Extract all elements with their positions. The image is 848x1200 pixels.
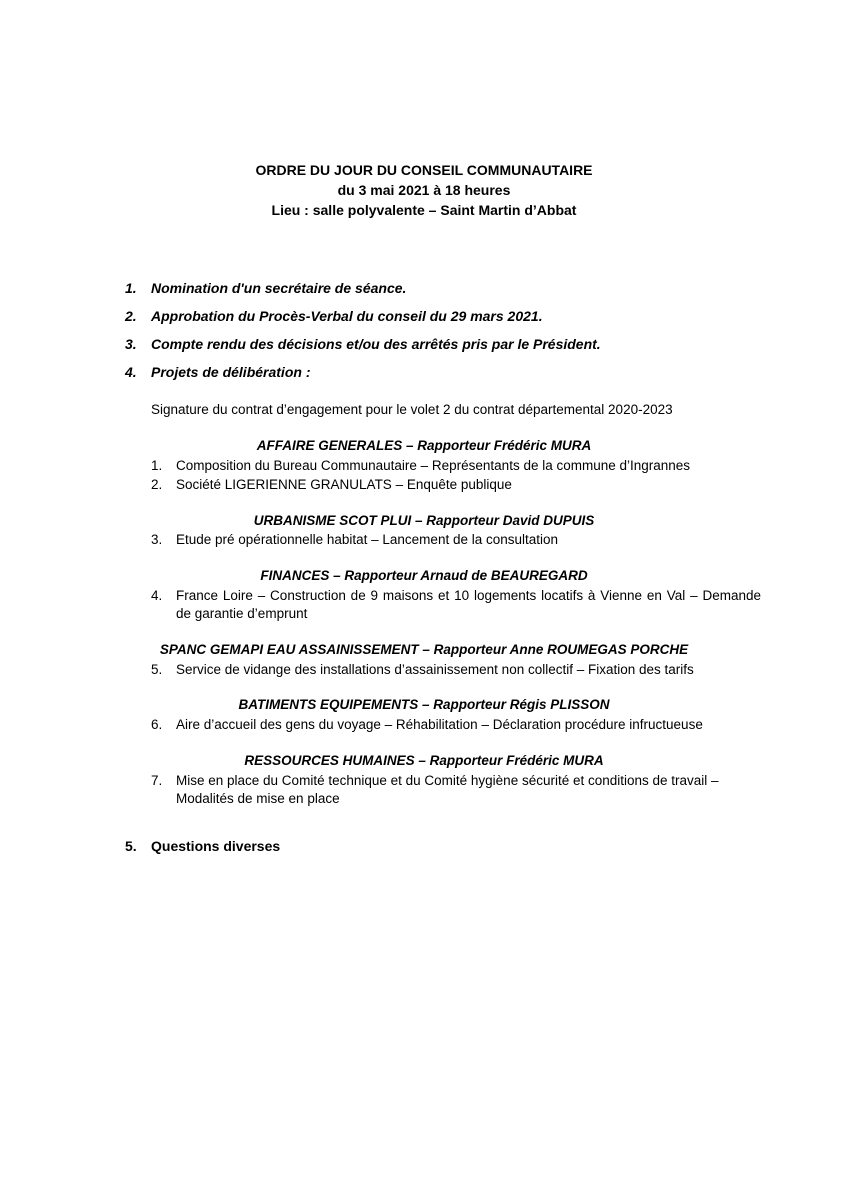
agenda-item-text: Projets de délibération : xyxy=(151,364,311,380)
list-item-number: 2. xyxy=(151,477,163,492)
meeting-date: du 3 mai 2021 à 18 heures xyxy=(337,182,511,198)
agenda-item-number: 5. xyxy=(125,838,137,854)
list-item xyxy=(151,457,761,475)
list-item xyxy=(151,531,761,549)
agenda-item-number: 4. xyxy=(125,364,137,380)
list-item xyxy=(151,772,761,808)
list-item xyxy=(151,587,761,623)
meeting-location: Lieu : salle polyvalente – Saint Martin d’Abbat xyxy=(271,202,577,218)
agenda-item xyxy=(125,308,543,324)
document-header xyxy=(0,160,848,220)
agenda-item-number: 3. xyxy=(125,336,137,352)
agenda-item-final xyxy=(125,838,280,854)
section-title: RESSOURCES HUMAINES – Rapporteur Frédéric MURA xyxy=(244,753,604,768)
agenda-item xyxy=(125,280,406,296)
list-item-number: 4. xyxy=(151,588,163,603)
deliberation-intro: Signature du contrat d’engagement pour le volet 2 du contrat départemental 2020-2023 xyxy=(151,402,673,417)
list-item-number: 3. xyxy=(151,532,163,547)
list-item-text: Mise en place du Comité technique et du Comité hygiène sécurité et conditions de travail – Modalités de mise en place xyxy=(176,773,719,806)
agenda-item-text: Nomination d'un secrétaire de séance. xyxy=(151,280,407,296)
section-title: AFFAIRE GENERALES – Rapporteur Frédéric MURA xyxy=(256,438,592,453)
list-item-text: Service de vidange des installations d’assainissement non collectif – Fixation des tarifs xyxy=(176,662,694,677)
list-item-text: Etude pré opérationnelle habitat – Lancement de la consultation xyxy=(176,532,559,547)
section-title: URBANISME SCOT PLUI – Rapporteur David DUPUIS xyxy=(253,513,595,528)
agenda-item-number: 2. xyxy=(125,308,137,324)
list-item-number: 1. xyxy=(151,458,163,473)
list-item xyxy=(151,661,761,679)
agenda-item-text: Questions diverses xyxy=(151,838,281,854)
list-item-text: Aire d’accueil des gens du voyage – Réhabilitation – Déclaration procédure infructueuse xyxy=(176,717,703,732)
list-item-text: Composition du Bureau Communautaire – Représentants de la commune d’Ingrannes xyxy=(176,458,691,473)
agenda-item-text: Compte rendu des décisions et/ou des arrêtés pris par le Président. xyxy=(151,336,601,352)
agenda-item xyxy=(125,364,310,380)
list-item xyxy=(151,716,761,734)
list-item xyxy=(151,476,761,494)
list-item-number: 7. xyxy=(151,773,163,788)
agenda-item-text: Approbation du Procès-Verbal du conseil du 29 mars 2021. xyxy=(151,308,543,324)
agenda-item xyxy=(125,336,601,352)
section-title: BATIMENTS EQUIPEMENTS – Rapporteur Régis PLISSON xyxy=(238,697,610,712)
list-item-text: Société LIGERIENNE GRANULATS – Enquête publique xyxy=(176,477,512,492)
agenda-item-number: 1. xyxy=(125,280,137,296)
list-item-number: 6. xyxy=(151,717,163,732)
document-title: ORDRE DU JOUR DU CONSEIL COMMUNAUTAIRE xyxy=(255,162,593,178)
section-title: SPANC GEMAPI EAU ASSAINISSEMENT – Rapporteur Anne ROUMEGAS PORCHE xyxy=(159,642,689,657)
list-item-number: 5. xyxy=(151,662,163,677)
section-title: FINANCES – Rapporteur Arnaud de BEAUREGARD xyxy=(260,568,588,583)
list-item-text: France Loire – Construction de 9 maisons et 10 logements locatifs à Vienne en Val – Demande de garantie d’emprunt xyxy=(176,588,761,621)
